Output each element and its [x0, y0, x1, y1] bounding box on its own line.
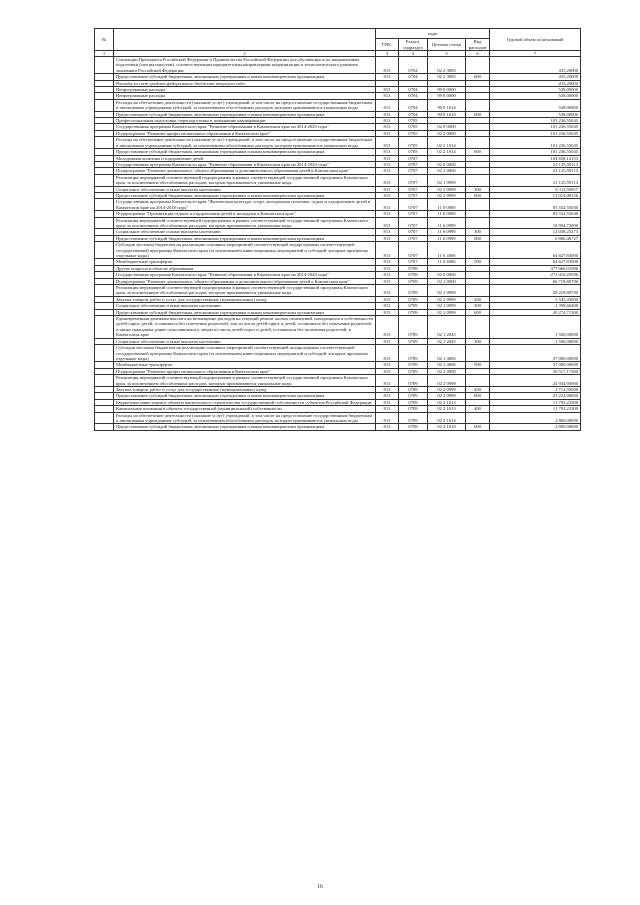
- amount-cell: 2 800,00000: [490, 412, 581, 424]
- amount-cell: 6 866,46727: [490, 235, 581, 241]
- section-cell: 0707: [399, 174, 428, 186]
- table-row: [95, 424, 581, 430]
- amount-cell: 2 398,66400: [490, 303, 581, 309]
- section-cell: 0707: [399, 211, 428, 217]
- target-cell: 11 6 0999: [428, 229, 466, 235]
- row-name-cell: Закупка товаров, работ и услуг для государственных (муниципальных) нужд: [114, 296, 376, 302]
- grbs-cell: 813: [376, 265, 399, 271]
- amount-cell: 5 545,43000: [490, 296, 581, 302]
- exptype-cell: 600: [466, 424, 490, 430]
- amount-cell: 101 236,55045: [490, 124, 581, 130]
- row-number-cell: [95, 57, 114, 74]
- exptype-cell: 600: [466, 192, 490, 198]
- table-body: [95, 57, 581, 431]
- exptype-cell: [466, 174, 490, 186]
- amount-cell: 64 627,83000: [490, 259, 581, 265]
- row-name-cell: Реализация мероприятий соответствующей подпрограммы в рамках соответствующей государственной программы Камчатского края, за исключением обособленных расходов, которым присваиваются уникальные коды: [114, 174, 376, 186]
- exptype-cell: 200: [466, 386, 490, 392]
- target-cell: 02 2 1014: [428, 424, 466, 430]
- section-cell: 0704: [399, 74, 428, 80]
- table-row: [95, 199, 581, 211]
- section-cell: 0704: [399, 57, 428, 74]
- amount-cell: 21 125,59113: [490, 161, 581, 167]
- grbs-cell: 813: [376, 229, 399, 235]
- exptype-cell: [466, 217, 490, 229]
- section-cell: 0704: [399, 93, 428, 99]
- exptype-cell: 300: [466, 229, 490, 235]
- section-cell: 0709: [399, 393, 428, 399]
- amount-cell: 101 236,55045: [490, 130, 581, 136]
- table-row: [95, 99, 581, 111]
- target-cell: 99 0 0000: [428, 93, 466, 99]
- grbs-cell: 813: [376, 118, 399, 124]
- budget-table-sheet: [94, 28, 580, 431]
- target-cell: 11 6 0000: [428, 211, 466, 217]
- amount-cell: 435,20000: [490, 57, 581, 74]
- header-col-section: Раздел, подраздел: [399, 39, 428, 51]
- target-cell: 02 2 0999: [428, 386, 466, 392]
- section-cell: 0709: [399, 386, 428, 392]
- amount-cell: 37 000,00000: [490, 362, 581, 368]
- amount-cell: 39 517,17300: [490, 368, 581, 374]
- section-cell: 0709: [399, 375, 428, 387]
- grbs-cell: 813: [376, 278, 399, 284]
- grbs-cell: 813: [376, 211, 399, 217]
- amount-cell: 18 904,72000: [490, 217, 581, 229]
- row-name-cell: Другие вопросы в области образования: [114, 265, 376, 271]
- grbs-cell: 813: [376, 124, 399, 130]
- row-name-cell: Подпрограмма "Развитие дошкольного, общего образования и дополнительного образования детей в Камчатском крае": [114, 278, 376, 284]
- target-cell: 02 1 2045: [428, 338, 466, 344]
- col-number: 7: [490, 51, 581, 57]
- target-cell: 02 1 4006: [428, 345, 466, 362]
- section-cell: 0709: [399, 272, 428, 278]
- section-cell: 0709: [399, 309, 428, 315]
- header-col-target: Целевая статья: [428, 39, 466, 51]
- section-cell: 0709: [399, 303, 428, 309]
- amount-cell: 21 125,59113: [490, 174, 581, 186]
- target-cell: 02 2 0999: [428, 375, 466, 387]
- grbs-cell: 813: [376, 412, 399, 424]
- exptype-cell: [466, 285, 490, 297]
- row-name-cell: Непрограммные расходы: [114, 87, 376, 93]
- section-cell: 0705: [399, 137, 428, 149]
- amount-cell: 377 066,01096: [490, 265, 581, 271]
- amount-cell: 66 718,80700: [490, 278, 581, 284]
- amount-cell: 272 410,20596: [490, 272, 581, 278]
- grbs-cell: 813: [376, 57, 399, 74]
- target-cell: 02 1 0000: [428, 278, 466, 284]
- col-number: 2: [114, 51, 376, 57]
- target-cell: 02 0 0000: [428, 124, 466, 130]
- target-cell: 02 1 0999: [428, 303, 466, 309]
- section-cell: 0709: [399, 338, 428, 344]
- target-cell: 02 2 1013: [428, 406, 466, 412]
- row-number-cell: [95, 316, 114, 339]
- exptype-cell: 200: [466, 296, 490, 302]
- row-name-cell: Субсидии местным бюджетам на реализацию основных мероприятий соответствующей подпрограммы соответствующей государственной программы Камчатского края (за исключением инвестиционных мероприятий и субсидий, которым присвоены отдельные коды): [114, 345, 376, 362]
- row-number-cell: [95, 137, 114, 149]
- grbs-cell: 813: [376, 149, 399, 155]
- exptype-cell: 600: [466, 74, 490, 80]
- target-cell: 99 0 1014: [428, 99, 466, 111]
- header-col-num: №: [95, 29, 114, 51]
- section-cell: 0707: [399, 168, 428, 174]
- table-header: [95, 29, 581, 57]
- budget-table: [94, 28, 581, 431]
- amount-cell: 101 236,55045: [490, 118, 581, 124]
- row-number-cell: [95, 375, 114, 387]
- table-row: [95, 316, 581, 339]
- section-cell: 0707: [399, 155, 428, 161]
- target-cell: 02 1 0999: [428, 186, 466, 192]
- table-row: [95, 217, 581, 229]
- exptype-cell: 300: [466, 186, 490, 192]
- amount-cell: 538,00000: [490, 111, 581, 117]
- target-cell: 02 1 0999: [428, 174, 466, 186]
- row-name-cell: Расходы на обеспечение деятельности (оказание услуг) учреждений, в том числе на предоставление государственным бюджетным и автономным учреждениям субсидий, за исключением обособленных расходов, которым присваиваются уникальные коды: [114, 412, 376, 424]
- amount-cell: 1 500,00000: [490, 338, 581, 344]
- target-cell: 02 0 0000: [428, 272, 466, 278]
- target-cell: 02 2 1014: [428, 137, 466, 149]
- section-cell: 0709: [399, 316, 428, 339]
- grbs-cell: 813: [376, 199, 399, 211]
- table-row: [95, 375, 581, 387]
- target-cell: 02 1 0999: [428, 285, 466, 297]
- row-name-cell: Субсидии местным бюджетам на реализацию основных мероприятий соответствующей подпрограммы соответствующей государственной программы Камчатского края (за исключением инвестиционных мероприятий и субсидий, которым присвоены отдельные коды): [114, 242, 376, 259]
- amount-cell: 2 800,00000: [490, 424, 581, 430]
- section-cell: 0707: [399, 229, 428, 235]
- target-cell: 02 1 0999: [428, 309, 466, 315]
- table-row: [95, 57, 581, 74]
- exptype-cell: 400: [466, 406, 490, 412]
- row-name-cell: Стипендии Президента Российской Федерации и Правительства Российской Федерации для обучающихся по направлениям подготовки (специальностям), соответствующим приоритетным направлениям модернизации и технологического развития экономики Российской Федерации: [114, 57, 376, 74]
- row-name-cell: Профессиональная подготовка, переподготовка и повышение квалификации: [114, 118, 376, 124]
- row-number-cell: [95, 217, 114, 229]
- table-row: [95, 345, 581, 362]
- exptype-cell: [466, 316, 490, 339]
- section-cell: 0704: [399, 87, 428, 93]
- grbs-cell: 813: [376, 393, 399, 399]
- row-number-cell: [95, 242, 114, 259]
- section-cell: 0709: [399, 285, 428, 297]
- amount-cell: 435,20000: [490, 74, 581, 80]
- section-cell: 0709: [399, 368, 428, 374]
- exptype-cell: [466, 199, 490, 211]
- exptype-cell: 500: [466, 362, 490, 368]
- exptype-cell: 300: [466, 338, 490, 344]
- grbs-cell: 813: [376, 362, 399, 368]
- row-name-cell: Социальное обеспечение и иные выплаты населению: [114, 303, 376, 309]
- grbs-cell: 813: [376, 174, 399, 186]
- grbs-cell: 813: [376, 87, 399, 93]
- row-name-cell: Реализация мероприятий соответствующей подпрограммы в рамках соответствующей государственной программы Камчатского края, за исключением обособленных расходов, которым присваиваются уникальные коды: [114, 375, 376, 387]
- target-cell: 02 2 0000: [428, 130, 466, 136]
- row-name-cell: Непрограммные расходы: [114, 93, 376, 99]
- section-cell: 0705: [399, 124, 428, 130]
- amount-cell: 23 222,00000: [490, 393, 581, 399]
- amount-cell: 83 532,55040: [490, 211, 581, 217]
- grbs-cell: 813: [376, 375, 399, 387]
- row-name-cell: Предоставление субсидий бюджетным, автономным учреждениям и иным некоммерческим организациям: [114, 309, 376, 315]
- row-name-cell: Государственная программа Камчатского края "Физическая культура, спорт, молодежная политика, отдых и оздоровление детей в Камчатском крае на 2014-2018 годы": [114, 199, 376, 211]
- amount-cell: 101 236,55045: [490, 149, 581, 155]
- table-row: [95, 285, 581, 297]
- row-name-cell: Предоставление субсидий бюджетным, автономным учреждениям и иным некоммерческим организациям: [114, 235, 376, 241]
- row-name-cell: Предоставление субсидий бюджетным, автономным учреждениям и иным некоммерческим организациям: [114, 149, 376, 155]
- amount-cell: 37 000,00000: [490, 345, 581, 362]
- grbs-cell: 813: [376, 296, 399, 302]
- row-name-cell: Межбюджетные трансферты: [114, 259, 376, 265]
- row-name-cell: Подпрограмма "Развитие дошкольного, общего образования и дополнительного образования детей в Камчатском крае": [114, 168, 376, 174]
- row-name-cell: Социальное обеспечение и иные выплаты населению: [114, 338, 376, 344]
- section-cell: 0707: [399, 235, 428, 241]
- grbs-cell: 813: [376, 130, 399, 136]
- section-cell: 0709: [399, 345, 428, 362]
- row-number-cell: [95, 424, 114, 430]
- row-name-cell: Подпрограмма "Развитие профессионального образования в Камчатском крае": [114, 130, 376, 136]
- row-name-cell: Государственная программа Камчатского края "Развитие образования в Камчатском крае на 2014-2020 годы": [114, 124, 376, 130]
- target-cell: 02 2 1014: [428, 412, 466, 424]
- amount-cell: 538,00000: [490, 93, 581, 99]
- section-cell: 0705: [399, 118, 428, 124]
- amount-cell: 20 274,71300: [490, 309, 581, 315]
- target-cell: 99 0 0000: [428, 87, 466, 93]
- grbs-cell: 813: [376, 386, 399, 392]
- row-name-cell: Единовременная денежная выплата на возмещение расходов на текущий ремонт жилых помещений, находящихся в собственности детей-сирот, детей, оставшихся без попечения родителей, лиц из числа детей-сирот и детей, оставшихся без попечения родителей, а также гражданам, ранее относившимся к лицам из числа детей-сирот и детей, оставшихся без попечения родителей, в Камчатском крае: [114, 316, 376, 339]
- grbs-cell: 813: [376, 345, 399, 362]
- grbs-cell: 813: [376, 338, 399, 344]
- amount-cell: 8 111,50957: [490, 186, 581, 192]
- section-cell: 0707: [399, 192, 428, 198]
- section-cell: 0709: [399, 296, 428, 302]
- grbs-cell: 813: [376, 137, 399, 149]
- exptype-cell: [466, 375, 490, 387]
- amount-cell: 11 792,22300: [490, 399, 581, 405]
- row-name-cell: Государственная программа Камчатского края "Развитие образования в Камчатском крае на 2014-2020 годы": [114, 161, 376, 167]
- row-number-cell: [95, 174, 114, 186]
- exptype-cell: 600: [466, 111, 490, 117]
- target-cell: 11 6 4006: [428, 259, 466, 265]
- grbs-cell: 813: [376, 74, 399, 80]
- amount-cell: 1 712,95000: [490, 386, 581, 392]
- grbs-cell: 813: [376, 259, 399, 265]
- section-cell: 0709: [399, 399, 428, 405]
- target-cell: 02 2 1014: [428, 149, 466, 155]
- row-number-cell: [95, 345, 114, 362]
- grbs-cell: 813: [376, 155, 399, 161]
- target-cell: 11 0 0000: [428, 199, 466, 211]
- col-number: 1: [95, 51, 114, 57]
- exptype-cell: 600: [466, 235, 490, 241]
- row-name-cell: Социальное обеспечение и иные выплаты населению: [114, 186, 376, 192]
- row-number-cell: [95, 285, 114, 297]
- amount-cell: 11 792,22300: [490, 406, 581, 412]
- row-name-cell: Подпрограмма "Организация отдыха и оздоровления детей и молодежи в Камчатском крае": [114, 211, 376, 217]
- row-name-cell: Предоставление субсидий бюджетным, автономным учреждениям и иным некоммерческим организациям: [114, 192, 376, 198]
- row-name-cell: Реализация мероприятий соответствующей подпрограммы в рамках соответствующей государственной программы Камчатского края, за исключением обособленных расходов, которым присваиваются уникальные коды: [114, 217, 376, 229]
- row-name-cell: Расходы на обеспечение деятельности (оказание услуг) учреждений, в том числе на предоставление государственным бюджетным и автономным учреждениям субсидий, за исключением обособленных расходов, которым присваиваются уникальные коды: [114, 99, 376, 111]
- section-cell: 0709: [399, 424, 428, 430]
- section-cell: 0704: [399, 99, 428, 111]
- table-row: [95, 412, 581, 424]
- grbs-cell: 813: [376, 272, 399, 278]
- amount-cell: 435,20000: [490, 80, 581, 86]
- section-cell: 0705: [399, 149, 428, 155]
- amount-cell: 104 658,14153: [490, 155, 581, 161]
- header-col-amount: Годовой объем ассигнований: [490, 29, 581, 51]
- target-cell: 02 0 0000: [428, 161, 466, 167]
- row-name-cell: Предоставление субсидий бюджетным, автономным учреждениям и иным некоммерческим организациям: [114, 393, 376, 399]
- row-name-cell: Расходы на обеспечение деятельности (оказание услуг) учреждений, в том числе на предоставление государственным бюджетным и автономным учреждениям субсидий, за исключением обособленных расходов, которым присваиваются уникальные коды: [114, 137, 376, 149]
- exptype-cell: [466, 412, 490, 424]
- grbs-cell: 813: [376, 217, 399, 229]
- grbs-cell: 813: [376, 111, 399, 117]
- grbs-cell: 813: [376, 242, 399, 259]
- row-name-cell: Государственная программа Камчатского края "Развитие образования в Камчатском крае на 2014-2020 годы": [114, 272, 376, 278]
- table-row: [95, 137, 581, 149]
- header-col-name: [114, 29, 376, 51]
- grbs-cell: 813: [376, 309, 399, 315]
- target-cell: 02 1 2045: [428, 316, 466, 339]
- row-number-cell: [95, 199, 114, 211]
- table-row: [95, 174, 581, 186]
- col-number: 4: [399, 51, 428, 57]
- grbs-cell: 813: [376, 192, 399, 198]
- amount-cell: 21 125,59113: [490, 168, 581, 174]
- target-cell: 02 1 0999: [428, 192, 466, 198]
- grbs-cell: 813: [376, 424, 399, 430]
- exptype-cell: [466, 137, 490, 149]
- header-codes: коды: [376, 29, 490, 39]
- grbs-cell: 813: [376, 168, 399, 174]
- exptype-cell: 600: [466, 393, 490, 399]
- amount-cell: 1 500,00000: [490, 316, 581, 339]
- exptype-cell: 300: [466, 303, 490, 309]
- page-number: 16: [317, 884, 323, 890]
- exptype-cell: 500: [466, 259, 490, 265]
- grbs-cell: 813: [376, 303, 399, 309]
- grbs-cell: 813: [376, 161, 399, 167]
- row-name-cell: Молодежная политика и оздоровление детей: [114, 155, 376, 161]
- exptype-cell: [466, 242, 490, 259]
- row-name-cell: Реализация мероприятий соответствующей подпрограммы в рамках соответствующей государственной программы Камчатского края, за исключением обособленных расходов, которым присваиваются уникальные коды: [114, 285, 376, 297]
- section-cell: 0707: [399, 186, 428, 192]
- grbs-cell: 813: [376, 235, 399, 241]
- exptype-cell: 600: [466, 309, 490, 315]
- amount-cell: 28 218,80700: [490, 285, 581, 297]
- exptype-cell: 600: [466, 149, 490, 155]
- header-col-exptype: Вид расходов: [466, 39, 490, 51]
- section-cell: 0709: [399, 362, 428, 368]
- row-name-cell: Расходы за счет средств федерального бюджета текущего года: [114, 80, 376, 86]
- section-cell: 0707: [399, 259, 428, 265]
- section-cell: 0709: [399, 406, 428, 412]
- row-name-cell: Подпрограмма "Развитие профессионального образования в Камчатском крае": [114, 368, 376, 374]
- amount-cell: 24 934,95000: [490, 375, 581, 387]
- section-cell: 0704: [399, 111, 428, 117]
- amount-cell: 13 014,08156: [490, 192, 581, 198]
- section-cell: 0709: [399, 412, 428, 424]
- section-cell: 0707: [399, 242, 428, 259]
- amount-cell: 538,00000: [490, 87, 581, 93]
- exptype-cell: [466, 99, 490, 111]
- section-cell: 0707: [399, 199, 428, 211]
- col-number: 5: [428, 51, 466, 57]
- target-cell: 99 0 1014: [428, 111, 466, 117]
- target-cell: 02 2 0000: [428, 368, 466, 374]
- col-number: 6: [466, 51, 490, 57]
- target-cell: 02 2 3893: [428, 74, 466, 80]
- row-name-cell: Закупка товаров, работ и услуг для государственных (муниципальных) нужд: [114, 386, 376, 392]
- target-cell: 02 1 0000: [428, 168, 466, 174]
- amount-cell: 64 627,83000: [490, 242, 581, 259]
- target-cell: 11 6 0999: [428, 235, 466, 241]
- header-col-grbs: ГРБС: [376, 39, 399, 51]
- exptype-cell: [466, 345, 490, 362]
- grbs-cell: 813: [376, 399, 399, 405]
- grbs-cell: 813: [376, 406, 399, 412]
- grbs-cell: 813: [376, 93, 399, 99]
- row-number-cell: [95, 412, 114, 424]
- amount-cell: 83 532,55040: [490, 199, 581, 211]
- target-cell: 02 2 1013: [428, 399, 466, 405]
- amount-cell: 101 236,55045: [490, 137, 581, 149]
- amount-cell: 12 038,25273: [490, 229, 581, 235]
- section-cell: 0709: [399, 265, 428, 271]
- grbs-cell: 813: [376, 368, 399, 374]
- grbs-cell: 813: [376, 186, 399, 192]
- section-cell: 0707: [399, 161, 428, 167]
- target-cell: 02 1 0999: [428, 296, 466, 302]
- section-cell: 0705: [399, 130, 428, 136]
- grbs-cell: 813: [376, 316, 399, 339]
- row-name-cell: Социальное обеспечение и иные выплаты населению: [114, 229, 376, 235]
- target-cell: 02 2 3893: [428, 57, 466, 74]
- row-name-cell: Капитальные вложения в объекты государственной (муниципальной) собственности: [114, 406, 376, 412]
- section-cell: 0707: [399, 217, 428, 229]
- row-name-cell: Предоставление субсидий бюджетным, автономным учреждениям и иным некоммерческим организациям: [114, 74, 376, 80]
- amount-cell: 538,00000: [490, 99, 581, 111]
- row-name-cell: Межбюджетные трансферты: [114, 362, 376, 368]
- row-name-cell: Предоставление субсидий бюджетным, автономным учреждениям и иным некоммерческим организациям: [114, 424, 376, 430]
- grbs-cell: 813: [376, 99, 399, 111]
- target-cell: 11 6 4006: [428, 242, 466, 259]
- target-cell: 02 1 4006: [428, 362, 466, 368]
- col-number: 3: [376, 51, 399, 57]
- grbs-cell: 813: [376, 285, 399, 297]
- target-cell: 02 2 0999: [428, 393, 466, 399]
- row-number-cell: [95, 99, 114, 111]
- target-cell: 11 6 0999: [428, 217, 466, 229]
- table-row: [95, 242, 581, 259]
- exptype-cell: [466, 57, 490, 74]
- section-cell: 0709: [399, 278, 428, 284]
- row-name-cell: Предоставление субсидий бюджетным, автономным учреждениям и иным некоммерческим организациям: [114, 111, 376, 117]
- row-name-cell: Бюджетные инвестиции в объекты капитального строительства государственной собственности субъектов Российской Федерации: [114, 399, 376, 405]
